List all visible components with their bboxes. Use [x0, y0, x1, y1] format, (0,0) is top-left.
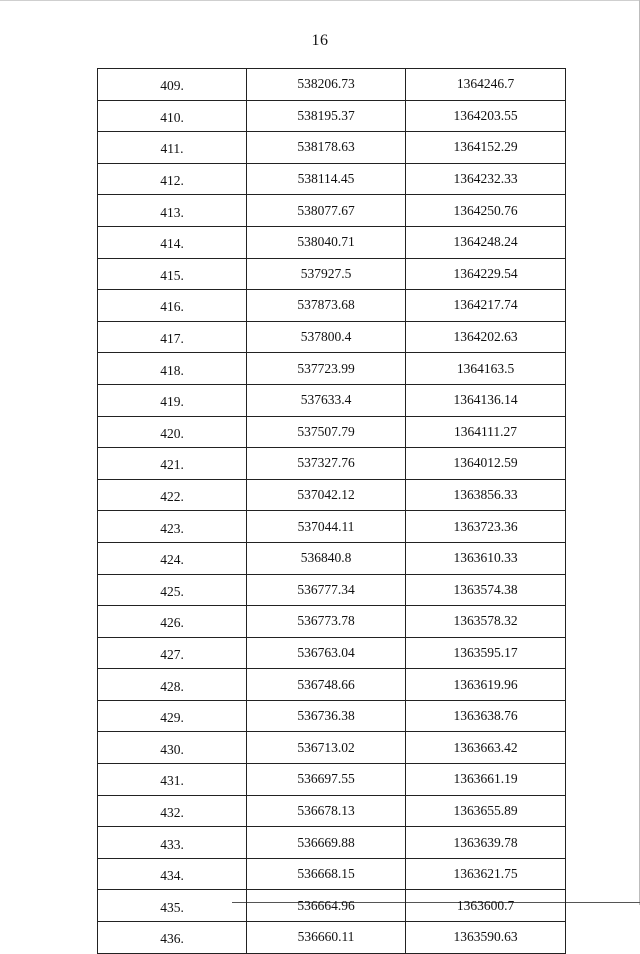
- y-coordinate-cell: 1363621.75: [406, 858, 566, 890]
- x-coordinate-cell: 538114.45: [247, 163, 406, 195]
- y-coordinate-cell: 1363619.96: [406, 669, 566, 701]
- point-number-cell: 428.: [98, 669, 247, 701]
- point-number-cell: 414.: [98, 226, 247, 258]
- table-row: [98, 922, 566, 954]
- point-number-cell: 418.: [98, 353, 247, 385]
- y-coordinate-cell: 1363856.33: [406, 479, 566, 511]
- x-coordinate-cell: 537042.12: [247, 479, 406, 511]
- table-row: [98, 827, 566, 859]
- x-coordinate-cell: 536668.15: [247, 858, 406, 890]
- coordinates-table-body: [98, 69, 566, 954]
- y-coordinate-cell: 1364232.33: [406, 163, 566, 195]
- point-number-cell: 431.: [98, 764, 247, 796]
- point-number-cell: 427.: [98, 637, 247, 669]
- table-row: [98, 195, 566, 227]
- x-coordinate-cell: 537873.68: [247, 290, 406, 322]
- table-row: [98, 290, 566, 322]
- y-coordinate-cell: 1363639.78: [406, 827, 566, 859]
- page-number: 16: [311, 32, 329, 49]
- table-row: [98, 258, 566, 290]
- x-coordinate-cell: 536748.66: [247, 669, 406, 701]
- y-coordinate-cell: 1364202.63: [406, 321, 566, 353]
- table-row: [98, 69, 566, 101]
- x-coordinate-cell: 537044.11: [247, 511, 406, 543]
- x-coordinate-cell: 537800.4: [247, 321, 406, 353]
- x-coordinate-cell: 538040.71: [247, 226, 406, 258]
- point-number-cell: 425.: [98, 574, 247, 606]
- table-row: [98, 163, 566, 195]
- y-coordinate-cell: 1363661.19: [406, 764, 566, 796]
- y-coordinate-cell: 1364111.27: [406, 416, 566, 448]
- table-row: [98, 132, 566, 164]
- table-row: [98, 732, 566, 764]
- table-row: [98, 669, 566, 701]
- x-coordinate-cell: 536669.88: [247, 827, 406, 859]
- table-row: [98, 858, 566, 890]
- table-row: [98, 890, 566, 922]
- point-number-cell: 422.: [98, 479, 247, 511]
- x-coordinate-cell: 537723.99: [247, 353, 406, 385]
- coordinates-table: [97, 68, 566, 954]
- point-number-cell: 409.: [98, 69, 247, 101]
- y-coordinate-cell: 1363590.63: [406, 922, 566, 954]
- scan-edge-top: [0, 0, 640, 1]
- x-coordinate-cell: 537507.79: [247, 416, 406, 448]
- y-coordinate-cell: 1364152.29: [406, 132, 566, 164]
- x-coordinate-cell: 536678.13: [247, 795, 406, 827]
- point-number-cell: 411.: [98, 132, 247, 164]
- y-coordinate-cell: 1364246.7: [406, 69, 566, 101]
- x-coordinate-cell: 537633.4: [247, 384, 406, 416]
- table-row: [98, 795, 566, 827]
- table-row: [98, 637, 566, 669]
- y-coordinate-cell: 1363638.76: [406, 700, 566, 732]
- point-number-cell: 412.: [98, 163, 247, 195]
- y-coordinate-cell: 1364163.5: [406, 353, 566, 385]
- y-coordinate-cell: 1364250.76: [406, 195, 566, 227]
- y-coordinate-cell: 1363574.38: [406, 574, 566, 606]
- x-coordinate-cell: 538195.37: [247, 100, 406, 132]
- table-row: [98, 100, 566, 132]
- point-number-cell: 426.: [98, 606, 247, 638]
- y-coordinate-cell: 1364229.54: [406, 258, 566, 290]
- point-number-cell: 434.: [98, 858, 247, 890]
- y-coordinate-cell: 1363723.36: [406, 511, 566, 543]
- x-coordinate-cell: 537327.76: [247, 448, 406, 480]
- y-coordinate-cell: 1364217.74: [406, 290, 566, 322]
- point-number-cell: 423.: [98, 511, 247, 543]
- point-number-cell: 413.: [98, 195, 247, 227]
- y-coordinate-cell: 1364136.14: [406, 384, 566, 416]
- table-row: [98, 700, 566, 732]
- point-number-cell: 433.: [98, 827, 247, 859]
- point-number-cell: 432.: [98, 795, 247, 827]
- point-number-cell: 436.: [98, 922, 247, 954]
- point-number-cell: 415.: [98, 258, 247, 290]
- y-coordinate-cell: 1363610.33: [406, 542, 566, 574]
- x-coordinate-cell: 536697.55: [247, 764, 406, 796]
- x-coordinate-cell: 538206.73: [247, 69, 406, 101]
- x-coordinate-cell: 538178.63: [247, 132, 406, 164]
- y-coordinate-cell: 1363600.7: [406, 890, 566, 922]
- x-coordinate-cell: 537927.5: [247, 258, 406, 290]
- y-coordinate-cell: 1364203.55: [406, 100, 566, 132]
- y-coordinate-cell: 1363595.17: [406, 637, 566, 669]
- x-coordinate-cell: 536736.38: [247, 700, 406, 732]
- point-number-cell: 424.: [98, 542, 247, 574]
- point-number-cell: 429.: [98, 700, 247, 732]
- table-row: [98, 321, 566, 353]
- y-coordinate-cell: 1363655.89: [406, 795, 566, 827]
- x-coordinate-cell: 536777.34: [247, 574, 406, 606]
- y-coordinate-cell: 1364012.59: [406, 448, 566, 480]
- table-row: [98, 226, 566, 258]
- table-row: [98, 574, 566, 606]
- point-number-cell: 410.: [98, 100, 247, 132]
- point-number-cell: 435.: [98, 890, 247, 922]
- x-coordinate-cell: 536773.78: [247, 606, 406, 638]
- x-coordinate-cell: 536713.02: [247, 732, 406, 764]
- point-number-cell: 430.: [98, 732, 247, 764]
- table-row: [98, 542, 566, 574]
- table-row: [98, 764, 566, 796]
- point-number-cell: 417.: [98, 321, 247, 353]
- point-number-cell: 420.: [98, 416, 247, 448]
- x-coordinate-cell: 536664.96: [247, 890, 406, 922]
- point-number-cell: 416.: [98, 290, 247, 322]
- x-coordinate-cell: 536763.04: [247, 637, 406, 669]
- table-row: [98, 416, 566, 448]
- table-row: [98, 606, 566, 638]
- point-number-cell: 419.: [98, 384, 247, 416]
- y-coordinate-cell: 1363663.42: [406, 732, 566, 764]
- x-coordinate-cell: 536840.8: [247, 542, 406, 574]
- table-row: [98, 479, 566, 511]
- x-coordinate-cell: 538077.67: [247, 195, 406, 227]
- y-coordinate-cell: 1363578.32: [406, 606, 566, 638]
- table-row: [98, 384, 566, 416]
- table-row: [98, 448, 566, 480]
- y-coordinate-cell: 1364248.24: [406, 226, 566, 258]
- x-coordinate-cell: 536660.11: [247, 922, 406, 954]
- point-number-cell: 421.: [98, 448, 247, 480]
- table-row: [98, 353, 566, 385]
- table-row: [98, 511, 566, 543]
